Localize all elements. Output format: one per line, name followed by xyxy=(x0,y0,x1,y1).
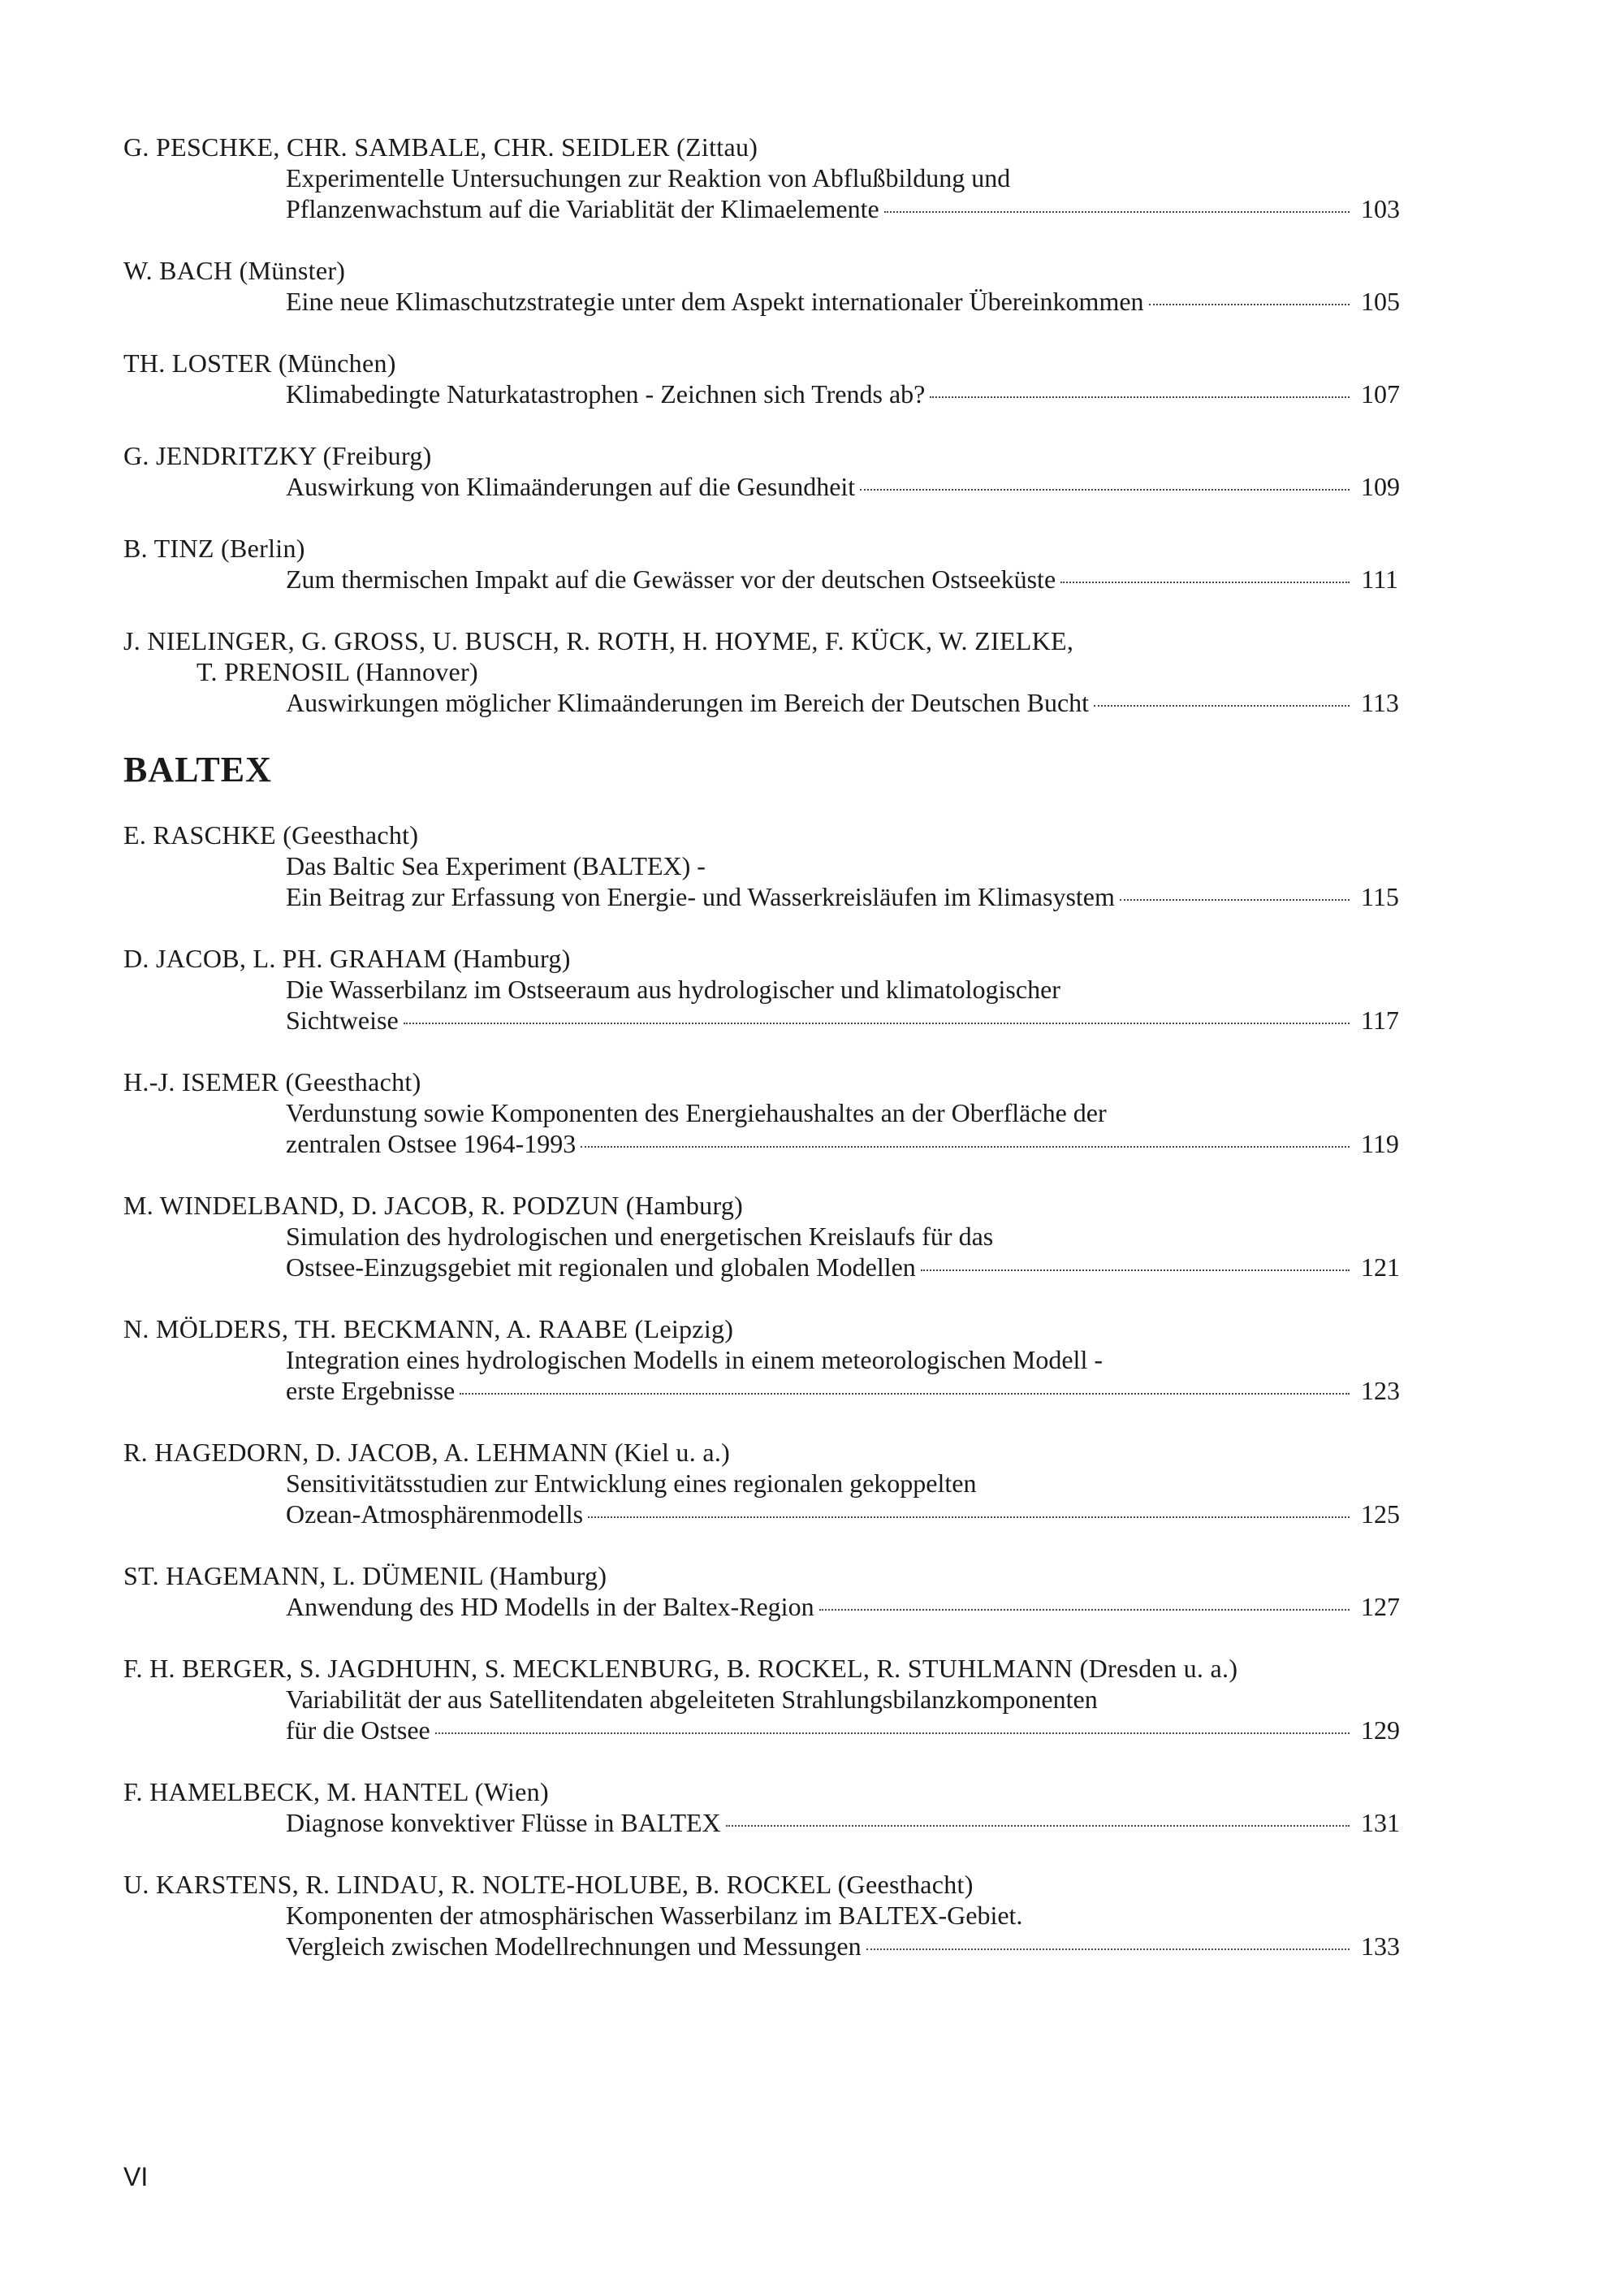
entry-page-number: 121 xyxy=(1361,1252,1400,1282)
dot-leader xyxy=(1094,705,1350,707)
entry-authors: TH. LOSTER (München) xyxy=(123,348,396,378)
dot-leader xyxy=(435,1732,1350,1734)
entry-title-line: Simulation des hydrologischen und energetischen Kreislaufs für das xyxy=(286,1222,994,1251)
entry-title-last-line xyxy=(123,286,1398,317)
entry-title-line: Diagnose konvektiver Flüsse in BALTEX xyxy=(286,1808,721,1837)
entry-authors: F. HAMELBECK, M. HANTEL (Wien) xyxy=(123,1777,549,1806)
entry-authors-continued: T. PRENOSIL (Hannover) xyxy=(197,657,478,686)
entry-title-line: Komponenten der atmosphärischen Wasserbilanz im BALTEX-Gebiet. xyxy=(286,1901,1023,1930)
entry-page-number: 131 xyxy=(1361,1808,1400,1837)
entry-title-last-line xyxy=(123,1128,1398,1159)
dot-leader xyxy=(588,1516,1350,1518)
dot-leader xyxy=(866,1948,1350,1950)
entry-authors: J. NIELINGER, G. GROSS, U. BUSCH, R. ROTH, H. HOYME, F. KÜCK, W. ZIELKE, xyxy=(123,626,1074,655)
entry-title-last-line xyxy=(123,1807,1398,1838)
entry-title-line: Die Wasserbilanz im Ostseeraum aus hydrologischer und klimatologischer xyxy=(286,975,1060,1004)
table-of-contents xyxy=(123,132,1398,1992)
dot-leader xyxy=(1060,582,1350,583)
dot-leader xyxy=(1120,899,1350,901)
entry-title-last-line xyxy=(123,1931,1398,1961)
toc-entry xyxy=(123,348,1398,409)
entry-page-number: 109 xyxy=(1361,472,1400,501)
entry-title-line: Auswirkung von Klimaänderungen auf die Gesundheit xyxy=(286,472,856,501)
entry-authors: N. MÖLDERS, TH. BECKMANN, A. RAABE (Leipzig) xyxy=(123,1314,734,1343)
entry-title-line: erste Ergebnisse xyxy=(286,1376,456,1405)
dot-leader xyxy=(884,211,1350,213)
entry-authors: E. RASCHKE (Geesthacht) xyxy=(123,820,419,850)
entry-title-line: Pflanzenwachstum auf die Variablität der Klimaelemente xyxy=(286,194,879,223)
entry-title-last-line xyxy=(123,1005,1398,1036)
toc-entry xyxy=(123,1066,1398,1159)
dot-leader xyxy=(921,1269,1350,1271)
entry-authors: G. PESCHKE, CHR. SAMBALE, CHR. SEIDLER (Zittau) xyxy=(123,132,758,162)
entry-title-line: Auswirkungen möglicher Klimaänderungen im Bereich der Deutschen Bucht xyxy=(286,688,1090,717)
entry-title-last-line xyxy=(123,1252,1398,1282)
entry-title-last-line xyxy=(123,378,1398,409)
entry-authors: F. H. BERGER, S. JAGDHUHN, S. MECKLENBURG, B. ROCKEL, R. STUHLMANN (Dresden u. a.) xyxy=(123,1654,1238,1683)
entry-title-line: Ostsee-Einzugsgebiet mit regionalen und globalen Modellen xyxy=(286,1252,916,1282)
entry-title-last-line xyxy=(123,471,1398,502)
entry-title-line: für die Ostsee xyxy=(286,1715,430,1745)
entry-title-last-line xyxy=(123,1715,1398,1745)
toc-entry xyxy=(123,132,1398,224)
toc-entry xyxy=(123,820,1398,912)
toc-entry xyxy=(123,943,1398,1036)
entry-title-last-line xyxy=(123,193,1398,224)
entry-title-line: Vergleich zwischen Modellrechnungen und Messungen xyxy=(286,1931,862,1961)
dot-leader xyxy=(726,1825,1350,1827)
entry-title-line: Ozean-Atmosphärenmodells xyxy=(286,1499,584,1529)
dot-leader xyxy=(460,1393,1350,1395)
page-number-folio: VI xyxy=(123,2162,149,2191)
entry-page-number: 103 xyxy=(1361,194,1400,223)
entry-page-number: 113 xyxy=(1361,688,1399,717)
entry-authors: H.-J. ISEMER (Geesthacht) xyxy=(123,1067,421,1096)
toc-entry xyxy=(123,625,1398,718)
entry-title-line: Anwendung des HD Modells in der Baltex-Region xyxy=(286,1592,814,1621)
entry-title-last-line xyxy=(123,687,1398,718)
entry-page-number: 111 xyxy=(1361,564,1398,594)
toc-entry xyxy=(123,1653,1398,1745)
entry-title-line: zentralen Ostsee 1964-1993 xyxy=(286,1129,577,1158)
toc-entry xyxy=(123,440,1398,502)
entry-authors: M. WINDELBAND, D. JACOB, R. PODZUN (Hamburg) xyxy=(123,1191,744,1220)
entry-title-line: Sensitivitätsstudien zur Entwicklung eines regionalen gekoppelten xyxy=(286,1468,977,1498)
toc-entry xyxy=(123,533,1398,595)
entry-title-last-line xyxy=(123,564,1398,595)
entry-title-line: Eine neue Klimaschutzstrategie unter dem Aspekt internationaler Übereinkommen xyxy=(286,287,1144,316)
toc-entry xyxy=(123,1560,1398,1622)
entry-title-line: Das Baltic Sea Experiment (BALTEX) - xyxy=(286,851,706,880)
entry-authors: W. BACH (Münster) xyxy=(123,256,346,285)
entry-page-number: 115 xyxy=(1361,882,1399,911)
section-heading: BALTEX xyxy=(123,750,272,789)
entry-page-number: 133 xyxy=(1361,1931,1400,1961)
entry-title-last-line xyxy=(123,1591,1398,1622)
entry-title-line: Verdunstung sowie Komponenten des Energiehaushaltes an der Oberfläche der xyxy=(286,1098,1107,1127)
dot-leader xyxy=(581,1146,1350,1148)
entry-title-last-line xyxy=(123,1499,1398,1529)
dot-leader xyxy=(860,489,1350,491)
dot-leader xyxy=(1149,304,1350,305)
toc-list-baltex xyxy=(123,820,1398,1961)
entry-authors: B. TINZ (Berlin) xyxy=(123,534,305,563)
entry-title-line: Sichtweise xyxy=(286,1006,399,1035)
toc-entry xyxy=(123,255,1398,317)
entry-page-number: 119 xyxy=(1361,1129,1399,1158)
entry-page-number: 117 xyxy=(1361,1006,1399,1035)
entry-title-line: Ein Beitrag zur Erfassung von Energie- und Wasserkreisläufen im Klimasystem xyxy=(286,882,1115,911)
toc-entry xyxy=(123,1776,1398,1838)
entry-page-number: 107 xyxy=(1361,379,1400,409)
entry-page-number: 125 xyxy=(1361,1499,1400,1529)
entry-authors: G. JENDRITZKY (Freiburg) xyxy=(123,441,432,470)
entry-authors: ST. HAGEMANN, L. DÜMENIL (Hamburg) xyxy=(123,1561,607,1590)
toc-entry xyxy=(123,1190,1398,1282)
entry-page-number: 123 xyxy=(1361,1376,1400,1405)
entry-authors: R. HAGEDORN, D. JACOB, A. LEHMANN (Kiel u. a.) xyxy=(123,1438,731,1467)
dot-leader xyxy=(930,396,1350,398)
toc-entry xyxy=(123,1869,1398,1961)
entry-page-number: 105 xyxy=(1361,287,1400,316)
toc-entry xyxy=(123,1313,1398,1406)
dot-leader xyxy=(819,1609,1350,1611)
entry-title-line: Variabilität der aus Satellitendaten abgeleiteten Strahlungsbilanzkomponenten xyxy=(286,1685,1098,1714)
entry-title-last-line xyxy=(123,1375,1398,1406)
entry-authors: U. KARSTENS, R. LINDAU, R. NOLTE-HOLUBE, B. ROCKEL (Geesthacht) xyxy=(123,1870,974,1899)
toc-list-top xyxy=(123,132,1398,718)
entry-page-number: 129 xyxy=(1361,1715,1400,1745)
entry-page-number: 127 xyxy=(1361,1592,1400,1621)
toc-entry xyxy=(123,1437,1398,1529)
dot-leader xyxy=(404,1023,1350,1024)
entry-authors: D. JACOB, L. PH. GRAHAM (Hamburg) xyxy=(123,944,571,973)
entry-title-line: Klimabedingte Naturkatastrophen - Zeichnen sich Trends ab? xyxy=(286,379,926,409)
entry-title-last-line xyxy=(123,881,1398,912)
entry-title-line: Experimentelle Untersuchungen zur Reaktion von Abflußbildung und xyxy=(286,163,1011,192)
entry-title-line: Integration eines hydrologischen Modells in einem meteorologischen Modell - xyxy=(286,1345,1103,1374)
entry-title-line: Zum thermischen Impakt auf die Gewässer vor der deutschen Ostseeküste xyxy=(286,564,1056,594)
